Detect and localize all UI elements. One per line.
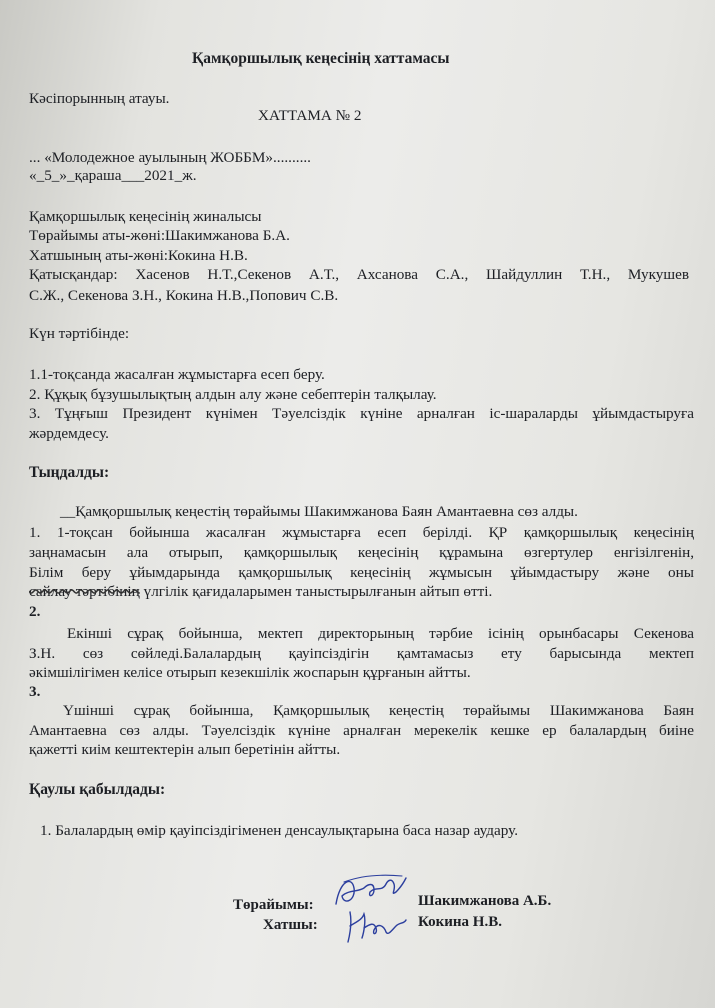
heard-2-line-1: Екінші сұрақ бойынша, мектеп директорының тәрбие ісінің орынбасары Секенова: [67, 625, 694, 642]
document-title: Қамқоршылық кеңесінің хаттамасы: [192, 50, 450, 67]
decision-item-1: 1. Балалардың өмір қауіпсіздігіменен денсаулықтарына баса назар аудару.: [40, 822, 519, 839]
agenda-title: Күн тәртібінде:: [29, 325, 130, 342]
decision-title: Қаулы қабылдады:: [29, 781, 166, 798]
heard-1-line-4: [29, 583, 492, 601]
school-name: ... «Молодежное ауылының ЖОББМ»..........: [29, 149, 311, 166]
heard-title: Тыңдалды:: [29, 464, 110, 481]
agenda-item-1: 1.1-тоқсанда жасалған жұмыстарға есеп беру.: [29, 366, 325, 383]
org-label: Кәсіпорынның атауы.: [29, 90, 170, 107]
heard-1-line-3: Білім беру ұйымдарында қамқоршылық кеңесінің жұмысын ұйымдастыру және оны: [29, 564, 694, 581]
chair-label: Төрайымы:: [233, 897, 314, 913]
protocol-date: «_5_»_қараша___2021_ж.: [29, 167, 197, 184]
chair-line: Төрайымы аты-жөні:Шакимжанова Б.А.: [29, 227, 290, 244]
secretary-line: Хатшының аты-жөні:Кокина Н.В.: [29, 247, 248, 264]
heard-3-line-3: қажетті киім кештектерін алып беретінін айтты.: [29, 741, 341, 758]
item-number-2: 2.: [29, 603, 41, 620]
agenda-item-2: 2. Құқық бұзушылықтың алдын алу және себептерін талқылау.: [29, 386, 437, 403]
heard-2-line-2: З.Н. сөз сөйледі.Балалардың қауіпсіздігін қамтамасыз ету барысында мектеп: [29, 645, 694, 662]
secretary-signature: [340, 906, 410, 946]
heard-3-line-1: Үшінші сұрақ бойынша, Қамқоршылық кеңестің төрайымы Шакимжанова Баян: [63, 702, 694, 719]
heard-3-line-2: Амантаевна сөз алды. Тәуелсіздік күніне арналған мерекелік кешке ер балалардың биіне: [29, 722, 694, 739]
heard-2-line-3: әкімшілігімен келісе отырып кезекшілік жоспарын құрғанын айтты.: [29, 664, 471, 681]
participants-line-1: Қатысқандар: Хасенов Н.Т.,Секенов А.Т., Ахсанова С.А., Шайдуллин Т.Н., Мукушев: [29, 266, 689, 283]
meeting-line: Қамқоршылық кеңесінің жиналысы: [29, 208, 262, 225]
secretary-label: Хатшы:: [263, 917, 318, 933]
heard-1-line-1: 1. 1-тоқсан бойынша жасалған жұмыстарға есеп берілді. ҚР қамқоршылық кеңесінің: [29, 524, 694, 541]
item-number-3: 3.: [29, 683, 41, 700]
secretary-name: Кокина Н.В.: [418, 914, 502, 930]
participants-line-2: С.Ж., Секенова З.Н., Кокина Н.В.,Попович С.В.: [29, 287, 339, 304]
heard-1-line-2: заңнамасын ала отырып, қамқоршылық кеңесінің құрамына өзгертулер енгізілгенін,: [29, 544, 694, 561]
protocol-number: ХАТТАМА № 2: [258, 107, 362, 124]
chair-name: Шакимжанова А.Б.: [418, 893, 552, 909]
agenda-item-3-line-2: жәрдемдесу.: [29, 425, 109, 442]
heard-1-line-4-rest: үлгілік қағидаларымен таныстырылғанын айтып өтті.: [139, 583, 493, 600]
agenda-item-3-line-1: 3. Тұңғыш Президент күнімен Тәуелсіздік күніне арналған іс-шараларды ұйымдастыруға: [29, 405, 694, 422]
struck-text: сайлау тәртібінің: [29, 583, 140, 600]
heard-intro: __Қамқоршылық кеңестің төрайымы Шакимжанова Баян Амантаевна сөз алды.: [60, 503, 578, 520]
